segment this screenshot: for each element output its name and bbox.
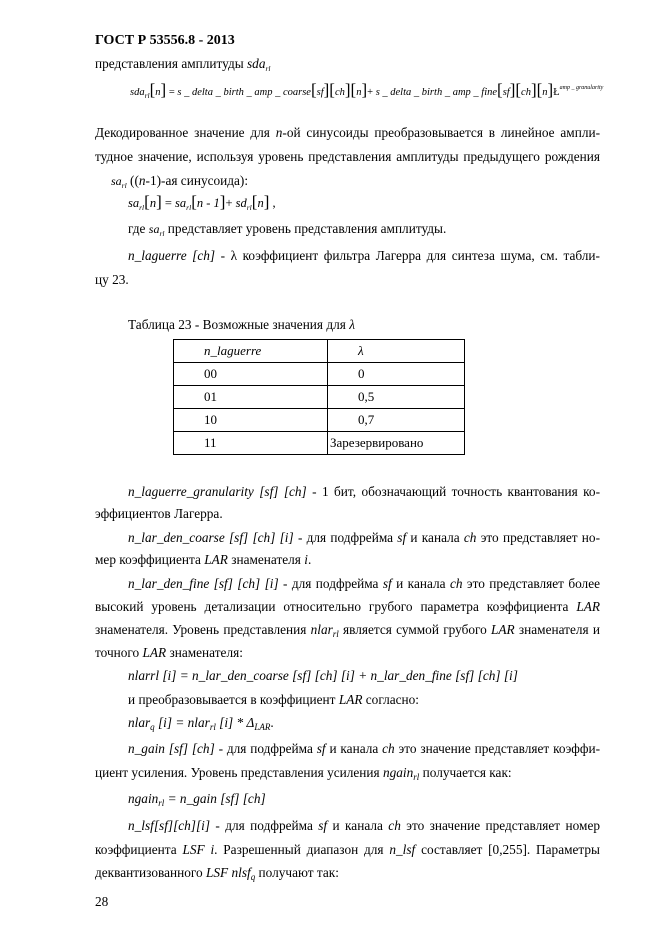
equation-sda: sda$_{rl}$[n] = s _ delta _ birth _ amp _ coarse[sf][ch][n]+ s _ delta _ birth _ amp _ $fine[sf][ch][n]Ł^{amp \_ granularity}$	[130, 80, 604, 100]
eq-ch: ch	[521, 87, 531, 98]
paragraph-line: высокий уровень детализации относительно грубого параметра коэффициента LAR	[95, 599, 600, 614]
sub: rl	[144, 91, 150, 100]
paragraph-line: цу 23.	[95, 272, 129, 287]
paragraph-line: n_lar_den_coarse [sf] [ch] [i] - для подфрейма sf и канала ch это представляет но-	[128, 530, 600, 545]
table-cell: 01	[174, 386, 328, 409]
eq-ch: ch	[334, 87, 345, 98]
equation-sa: $sa_{rl}[n] = sa_{rl}[n - 1]+ sd_{rl}[n]$ ,	[128, 192, 276, 212]
paragraph-line: тудное значение, используя уровень представления амплитуды предыдущего рождения	[95, 149, 600, 164]
document-header: ГОСТ Р 53556.8 - 2013	[95, 33, 235, 48]
table-row	[174, 432, 465, 455]
equation-nlarq: nlar$_q$ [i] = nlar$_{rl}$ $[i] * \Delta_{LAR}$.	[128, 715, 274, 732]
table-23	[173, 339, 465, 455]
eq-tail: Ł	[553, 87, 560, 98]
page-number: 28	[95, 894, 109, 909]
table-cell: 0,7	[328, 409, 465, 432]
paragraph-line: эффициентов Лагерра.	[95, 506, 223, 521]
table-row	[174, 363, 465, 386]
paragraph-line: где $sa_{rl}$ представляет уровень представления амплитуды.	[128, 221, 447, 238]
sub: rl	[265, 64, 271, 73]
table-header-row	[174, 340, 465, 363]
eq-plus: +	[367, 87, 374, 98]
table-row	[174, 409, 465, 432]
eq-sign: =	[168, 87, 175, 98]
table-cell: 10	[174, 409, 328, 432]
text: представления амплитуды	[95, 56, 247, 71]
eq-term-coarse: s _ delta _ birth _ amp _ coarse	[177, 87, 311, 98]
paragraph-line: знаменателя. Уровень представления nlar$_{rl}$ является суммой грубого LAR знаменателя и	[95, 622, 600, 639]
var-sda: sda	[247, 56, 266, 71]
paragraph-line: точного LAR знаменателя:	[95, 645, 243, 660]
eq-tail-sup: amp _ granularity	[559, 85, 604, 91]
table-cell: 00	[174, 363, 328, 386]
paragraph-line: циент усиления. Уровень представления усиления ngain$_{rl}$ получается как:	[95, 765, 512, 782]
paragraph-line: n_laguerre_granularity [sf] [ch] - 1 бит, обозначающий точность квантования ко-	[128, 484, 601, 499]
eq-sf: sf	[316, 87, 324, 98]
table-cell: 0	[328, 363, 465, 386]
paragraph-line: n_laguerre [ch] - λ коэффициент фильтра Лагерра для синтеза шума, см. табли-	[128, 248, 600, 263]
paragraph-line: n_gain [sf] [ch] - для подфрейма sf и канала ch это значение представляет коэффи-	[128, 741, 601, 756]
paragraph-line: коэффициента LSF i. Разрешенный диапазон для n_lsf составляет [0,255]. Параметры	[95, 842, 600, 857]
paragraph-line: n_lsf[sf][ch][i] - для подфрейма sf и канала ch это значение представляет номер	[128, 818, 601, 833]
paragraph-line: n_lar_den_fine [sf] [ch] [i] - для подфрейма sf и канала ch это представляет более	[128, 576, 600, 591]
paragraph-line: $sa_{rl}$ ((n-1)-ая синусоида):	[111, 173, 249, 190]
eq-n: n	[542, 87, 548, 98]
table-caption: Таблица 23 - Возможные значения для λ	[128, 317, 355, 332]
paragraph-line: Декодированное значение для n-ой синусоиды преобразовывается в линейное ампли-	[95, 125, 600, 140]
paragraph-line	[95, 55, 271, 77]
paragraph-line: и преобразовывается в коэффициент LAR согласно:	[128, 692, 420, 707]
header-cell: n_laguerre	[174, 340, 328, 363]
paragraph-line: мер коэффициента LAR знаменателя i.	[95, 552, 312, 567]
eq-n: n	[155, 87, 161, 98]
eq-term-fine: s _ delta _ birth _ amp _ fine	[375, 87, 498, 98]
equation-nlarrl: nlarrl [i] = n_lar_den_coarse [sf] [ch] [i] + n_lar_den_fine [sf] [ch] [i]	[128, 668, 518, 683]
equation-ngain: ngain$_{rl}$ = n_gain [sf] [ch]	[128, 791, 266, 808]
eq-sf: sf	[502, 87, 510, 98]
table-row	[174, 386, 465, 409]
header-cell: λ	[328, 340, 465, 363]
table-cell: 0,5	[328, 386, 465, 409]
eq-n: n	[356, 87, 362, 98]
table-cell: 11	[174, 432, 328, 455]
eq-lhs: sda	[130, 87, 145, 98]
paragraph-line: деквантизованного LSF nlsf$_q$ получают так:	[95, 865, 339, 882]
table-cell: Зарезервировано	[328, 432, 465, 455]
